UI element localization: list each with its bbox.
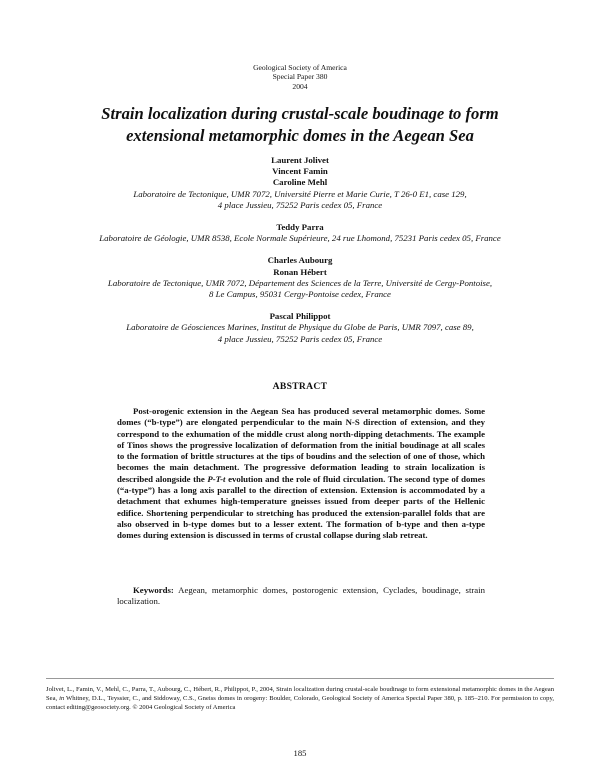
citation-in: in — [59, 695, 65, 702]
series-year: 2004 — [292, 81, 308, 91]
affiliation-line: Laboratoire de Tectonique, UMR 7072, Département des Sciences de la Terre, Université de Cergy-Pontoise, — [107, 277, 493, 288]
page-number: 185 — [293, 748, 307, 758]
abstract-heading: ABSTRACT — [272, 381, 328, 392]
affiliation-line: Laboratoire de Géosciences Marines, Institut de Physique du Globe de Paris, UMR 7097, case 89, — [126, 322, 474, 333]
abstract-body — [117, 406, 485, 542]
author-name: Pascal Philippot — [269, 311, 331, 322]
keywords-label: Keywords: — [133, 585, 174, 595]
keywords-list: Aegean, metamorphic domes, postorogenic extension, Cyclades, boudinage, strain localization. — [117, 585, 485, 607]
title-line-2: extensional metamorphic domes in the Aegean Sea — [126, 126, 474, 145]
paper-title — [40, 103, 560, 147]
author-group-4 — [0, 311, 600, 345]
keywords — [117, 585, 485, 608]
author-name: Ronan Hébert — [273, 266, 327, 277]
author-name: Charles Aubourg — [267, 255, 333, 266]
author-group-3 — [0, 255, 600, 300]
footer-divider — [46, 678, 554, 679]
author-name: Vincent Famin — [272, 166, 328, 177]
affiliation-line: Laboratoire de Tectonique, UMR 7072, Université Pierre et Marie Curie, T 26-0 E1, case 129, — [133, 188, 467, 199]
author-name: Teddy Parra — [276, 222, 324, 233]
affiliation-line: 4 place Jussieu, 75252 Paris cedex 05, France — [217, 199, 383, 210]
ptt-term: P-T-t — [207, 473, 226, 484]
affiliation-line: 4 place Jussieu, 75252 Paris cedex 05, France — [217, 333, 383, 344]
affiliation-line: Laboratoire de Géologie, UMR 8538, Ecole Normale Supérieure, 24 rue Lhomond, 75231 Paris cedex 05, France — [99, 233, 501, 244]
series-header — [0, 63, 600, 91]
citation-text: Whitney, D.L., Teyssier, C., and Siddoway, C.S., Gneiss domes in orogeny: Boulder, Colorado, Geological Society of America Special Paper 380, p. 185–210. For permission to copy, contact editing@geosociety.org. © 2004 Geological Society of America — [46, 695, 554, 711]
affiliation-line: 8 Le Campus, 95031 Cergy-Pontoise cedex, France — [209, 289, 391, 300]
author-name: Caroline Mehl — [272, 177, 328, 188]
author-block — [0, 155, 600, 356]
series-publisher: Geological Society of America — [253, 63, 347, 72]
author-name: Laurent Jolivet — [271, 155, 329, 165]
abstract-text: evolution and the role of fluid circulation. The second type of domes (“a-type”) has a long axis parallel to the direction of extension. Extension is accommodated by a detachment that exhumes high-temperature gneisses issued from deeper parts of the Hellenic edifice. Shortening perpendicular to stretching has produced the extension-parallel folds that are also observed in b-type domes but to a lesser extent. The formation of b-type and then a-type domes during extension is discussed in terms of crustal collapse during slab retreat. — [117, 473, 485, 541]
citation — [46, 685, 554, 712]
series-volume: Special Paper 380 — [272, 72, 328, 82]
author-group-1 — [0, 155, 600, 211]
abstract-text: Post-orogenic extension in the Aegean Sea has produced several metamorphic domes. Some domes (“b-type”) are elongated perpendicular to the main N-S direction of extension, and they correspond to the exhumation of the middle crust along north-dipping detachments. The example of Tinos shows the progressive localization of deformation from the initial boudinage at all scales to the formation of brittle structures at the tips of boudins and the selection of one of those, which becomes the main detachment. The progressive deformation leading to strain localization is described alongside the — [117, 406, 485, 484]
title-line-1: Strain localization during crustal-scale boudinage to form — [101, 104, 499, 123]
citation-text: Jolivet, L., Famin, V., Mehl, C., Parra, T., Aubourg, C., Hébert, R., Philippot, P., 2004, Strain localization during crustal-scale boudinage to form extensional metamorphic domes in the Aegean Sea, — [46, 686, 554, 702]
author-group-2 — [0, 222, 600, 244]
